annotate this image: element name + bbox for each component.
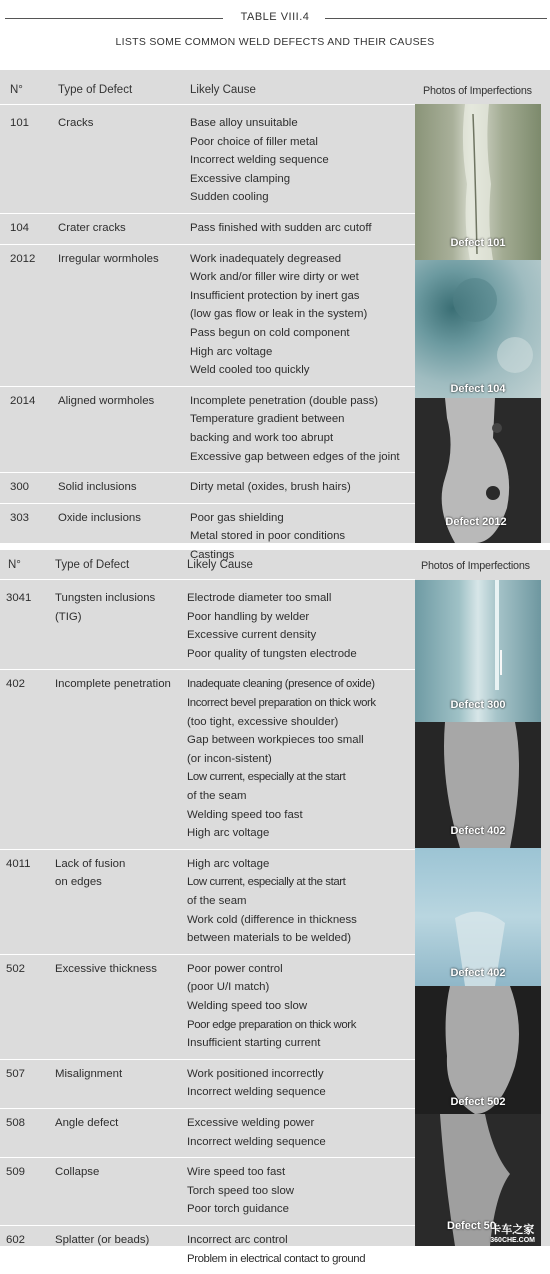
defect-type: Angle defect	[55, 1117, 119, 1129]
table-row	[0, 108, 415, 213]
col-header-type: Type of Defect	[58, 84, 133, 96]
header-separator	[0, 579, 415, 580]
col-header-num: N°	[8, 559, 21, 571]
defect-number: 3041	[6, 592, 32, 604]
likely-cause: Electrode diameter too small Poor handling by welder Excessive current density Poor quality of tungsten electrode	[187, 592, 357, 660]
table-title: TABLE VIII.4	[240, 11, 310, 23]
defect-type: Oxide inclusions	[58, 511, 141, 524]
likely-cause: Incorrect arc control Problem in electrical contact to ground	[187, 1234, 366, 1265]
likely-cause: Excessive welding power Incorrect welding sequence	[187, 1117, 326, 1148]
defect-photo-402a	[415, 722, 541, 848]
table-row	[0, 386, 415, 472]
col-header-photos: Photos of Imperfections	[423, 85, 532, 97]
likely-cause: Base alloy unsuitable Poor choice of filler metal Incorrect welding sequence Excessive clamping Sudden cooling	[190, 117, 329, 204]
defect-number: 602	[6, 1234, 26, 1246]
col-header-type: Type of Defect	[55, 559, 130, 571]
likely-cause: Work positioned incorrectly Incorrect welding sequence	[187, 1067, 326, 1099]
likely-cause: Poor gas shielding Metal stored in poor conditions Castings	[190, 511, 346, 561]
defect-photo-300	[415, 580, 541, 722]
likely-cause: Inadequate cleaning (presence of oxide) Incorrect bevel preparation on thick work (too tight, excessive shoulder) Gap between workpieces too small (or incon-sistent) Low current, especially at the start of the seam Welding speed too fast High arc voltage	[187, 678, 376, 840]
table-row	[0, 1225, 415, 1274]
defect-photo-101	[415, 104, 541, 260]
col-header-num: N°	[10, 84, 23, 96]
defect-type: Lack of fusion on edges	[55, 857, 126, 889]
likely-cause: Incomplete penetration (double pass) Temperature gradient between backing and work too abrupt Excessive gap between edges of the joint	[190, 394, 400, 463]
defect-type: Solid inclusions	[58, 481, 137, 494]
likely-cause: Poor power control (poor U/I match) Welding speed too slow Poor edge preparation on thick work Insufficient starting current	[187, 962, 356, 1050]
photo-caption: Defect 300	[450, 699, 506, 711]
table-row	[0, 503, 415, 571]
defect-type: Crater cracks	[58, 222, 126, 234]
defect-photo-104	[415, 260, 541, 398]
table-row	[0, 244, 415, 386]
defect-number: 2014	[10, 394, 36, 407]
defect-type: Collapse	[55, 1166, 100, 1179]
defect-type: Aligned wormholes	[58, 394, 155, 407]
defect-number: 300	[10, 481, 30, 494]
table-row	[0, 954, 415, 1059]
defect-type: Excessive thickness	[55, 962, 157, 975]
table-row	[0, 849, 415, 954]
defect-type: Tungsten inclusions (TIG)	[55, 592, 156, 623]
table-row	[0, 1059, 415, 1108]
table-row	[0, 1157, 415, 1225]
table-row	[0, 472, 415, 503]
watermark: 卡车之家 360CHE.COM	[490, 1224, 535, 1244]
photo-caption: Defect 402	[450, 967, 506, 979]
defect-number: 2012	[10, 252, 36, 265]
defect-number: 508	[6, 1117, 26, 1129]
likely-cause: Wire speed too fast Torch speed too slow Poor torch guidance	[187, 1166, 295, 1216]
likely-cause: High arc voltage Low current, especially at the start of the seam Work cold (difference in thickness between materials to be welded)	[187, 857, 357, 945]
defect-type: Misalignment	[55, 1067, 123, 1080]
likely-cause: Pass finished with sudden arc cutoff	[190, 222, 372, 234]
defect-type: Irregular wormholes	[58, 252, 159, 265]
defect-number: 4011	[6, 857, 31, 870]
col-header-cause: Likely Cause	[190, 84, 256, 96]
col-header-photos: Photos of Imperfections	[421, 560, 530, 572]
likely-cause: Dirty metal (oxides, brush hairs)	[190, 481, 351, 494]
photo-caption: Defect 50	[447, 1220, 496, 1232]
photo-caption: Defect 104	[450, 383, 506, 395]
defect-number: 104	[10, 222, 30, 234]
table-row	[0, 213, 415, 244]
photo-caption: Defect 101	[450, 237, 506, 249]
table-row	[0, 1108, 415, 1157]
table-row	[0, 583, 415, 669]
defect-photo-50	[415, 1114, 541, 1246]
defect-number: 402	[6, 678, 26, 691]
defect-number: 303	[10, 511, 30, 524]
defect-photo-502	[415, 986, 541, 1114]
defect-number: 502	[6, 962, 26, 975]
defect-number: 101	[10, 117, 30, 129]
photo-caption: Defect 2012	[445, 516, 507, 528]
table-subtitle: LISTS SOME COMMON WELD DEFECTS AND THEIR CAUSES	[115, 36, 435, 48]
defect-photo-402b	[415, 848, 541, 986]
defect-type: Splatter (or beads)	[55, 1234, 150, 1246]
photo-caption: Defect 402	[450, 825, 506, 837]
header-separator	[0, 104, 415, 105]
defect-photo-2012	[415, 398, 541, 543]
defect-type: Cracks	[58, 117, 94, 129]
col-header-cause: Likely Cause	[187, 559, 253, 571]
defect-type: Incomplete penetration	[55, 678, 171, 691]
photo-caption: Defect 502	[450, 1096, 506, 1108]
likely-cause: Work inadequately degreased Work and/or filler wire dirty or wet Insufficient protection by inert gas (low gas flow or leak in the system) Pass begun on cold component High arc voltage Weld cooled too quickly	[190, 252, 368, 377]
defect-number: 507	[6, 1067, 26, 1080]
defect-number: 509	[6, 1166, 26, 1179]
table-row	[0, 669, 415, 848]
